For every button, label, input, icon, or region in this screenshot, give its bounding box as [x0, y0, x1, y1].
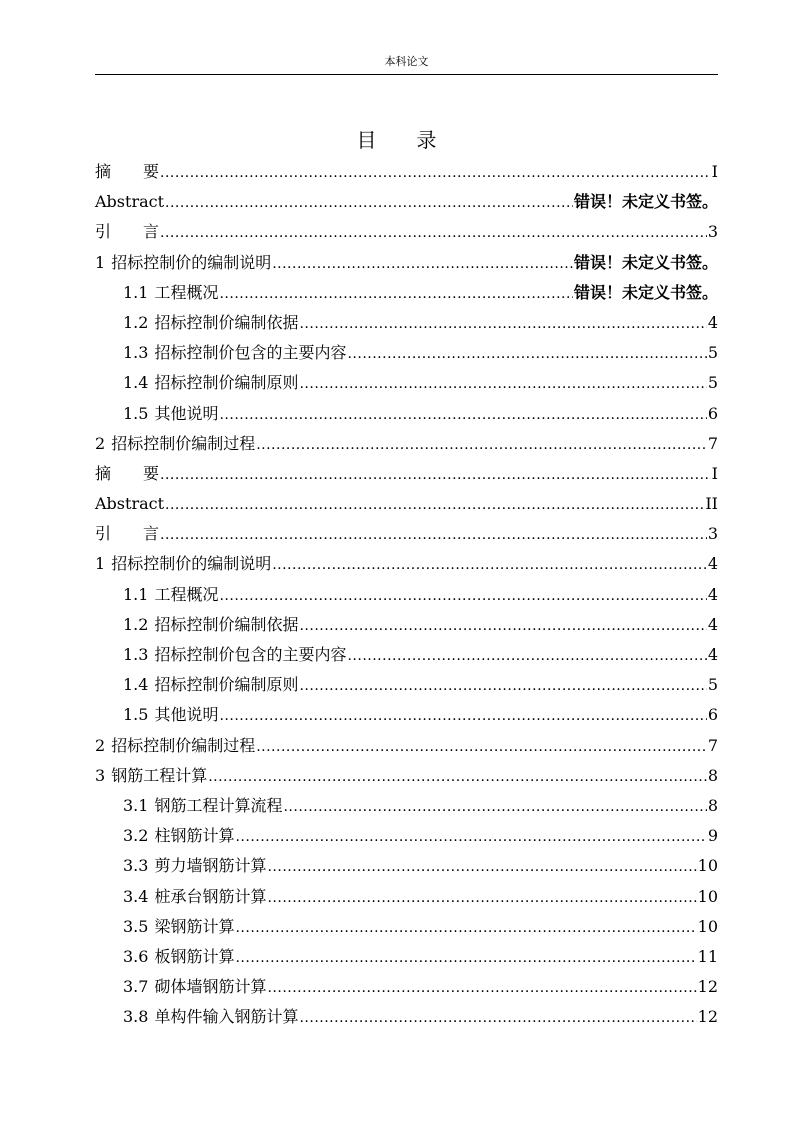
- toc-entry-error-text: 错误！未定义书签。: [573, 282, 718, 302]
- toc-leader-dots: [272, 249, 573, 279]
- toc-entry-page: II: [705, 494, 718, 514]
- toc-entry[interactable]: [95, 912, 718, 942]
- toc-entry-page: 12: [697, 977, 718, 997]
- toc-entry-number: 1: [95, 554, 106, 574]
- toc-entry-page: 7: [707, 433, 718, 453]
- toc-entry-number: 3.1: [123, 795, 149, 815]
- toc-leader-dots: [219, 701, 706, 731]
- table-of-contents: [95, 157, 718, 1032]
- toc-entry-page: I: [711, 162, 718, 181]
- toc-entry-page: 5: [707, 373, 718, 393]
- toc-leader-dots: [160, 218, 707, 248]
- toc-entry-number: 3.2: [123, 826, 149, 846]
- toc-entry-number: 3.3: [123, 856, 149, 876]
- toc-entry-number: 1.4: [123, 373, 149, 393]
- toc-title-right: 录: [416, 128, 437, 152]
- toc-entry-number: 2: [95, 433, 106, 453]
- toc-entry-page: 10: [697, 916, 718, 936]
- toc-leader-dots: [347, 641, 706, 671]
- toc-entry[interactable]: [95, 640, 718, 670]
- toc-leader-dots: [299, 369, 706, 399]
- toc-leader-dots: [235, 822, 706, 852]
- toc-leader-dots: [283, 792, 706, 822]
- toc-entry[interactable]: [95, 187, 718, 217]
- toc-leader-dots: [160, 158, 711, 188]
- toc-entry-page: 3: [707, 222, 718, 242]
- toc-entry-number: 1.4: [123, 675, 149, 695]
- toc-entry[interactable]: [95, 368, 718, 398]
- toc-entry-title: 其他说明: [154, 403, 219, 423]
- toc-entry-number: 3.4: [123, 886, 149, 906]
- toc-entry[interactable]: [95, 519, 718, 549]
- toc-entry-error-text: 错误！未定义书签。: [573, 252, 718, 272]
- toc-entry[interactable]: [95, 549, 718, 579]
- toc-entry[interactable]: [95, 761, 718, 791]
- toc-leader-dots: [219, 279, 573, 309]
- toc-leader-dots: [299, 309, 706, 339]
- header-text: 本科论文: [384, 55, 429, 68]
- toc-entry-number: 1.1: [123, 584, 149, 604]
- toc-leader-dots: [165, 188, 573, 218]
- toc-entry-title: 引 言: [95, 524, 160, 544]
- toc-entry-title: 招标控制价编制过程: [111, 433, 256, 453]
- toc-entry-title: 柱钢筋计算: [154, 826, 235, 846]
- toc-entry-page: 9: [707, 826, 718, 846]
- toc-leader-dots: [256, 430, 707, 460]
- toc-entry-page: 6: [707, 705, 718, 725]
- toc-entry-title: 梁钢筋计算: [154, 916, 235, 936]
- toc-entry[interactable]: [95, 610, 718, 640]
- toc-entry-page: 4: [707, 645, 718, 664]
- toc-entry-page: 4: [707, 614, 718, 634]
- toc-entry-title: 板钢筋计算: [154, 946, 235, 966]
- toc-entry[interactable]: [95, 399, 718, 429]
- toc-entry-page: 10: [697, 856, 718, 876]
- toc-entry-title: Abstract: [95, 192, 165, 212]
- toc-leader-dots: [165, 490, 704, 520]
- toc-entry-page: 5: [707, 343, 718, 363]
- toc-entry-number: 1.2: [123, 312, 149, 332]
- toc-entry-title: 钢筋工程计算流程: [154, 795, 283, 815]
- toc-entry-title: 桩承台钢筋计算: [154, 886, 267, 906]
- toc-entry-title: 招标控制价编制过程: [111, 735, 256, 755]
- toc-entry-title: 招标控制价包含的主要内容: [154, 645, 347, 664]
- toc-entry-number: 3: [95, 765, 106, 785]
- toc-leader-dots: [160, 460, 711, 490]
- toc-leader-dots: [267, 852, 696, 882]
- toc-entry[interactable]: [95, 248, 718, 278]
- toc-entry[interactable]: [95, 278, 718, 308]
- toc-entry[interactable]: [95, 489, 718, 519]
- toc-entry[interactable]: [95, 700, 718, 730]
- toc-leader-dots: [235, 913, 696, 943]
- toc-entry-page: 8: [707, 765, 718, 785]
- toc-leader-dots: [219, 400, 706, 430]
- toc-entry-number: 2: [95, 735, 106, 755]
- toc-entry[interactable]: [95, 157, 718, 187]
- toc-leader-dots: [235, 943, 696, 973]
- toc-entry[interactable]: [95, 338, 718, 368]
- toc-leader-dots: [299, 671, 706, 701]
- toc-entry-number: 3.5: [123, 916, 149, 936]
- toc-title-left: 目: [356, 128, 377, 152]
- toc-entry-title: 招标控制价包含的主要内容: [154, 343, 347, 363]
- toc-entry-title: 钢筋工程计算: [111, 765, 208, 785]
- toc-entry[interactable]: [95, 882, 718, 912]
- toc-entry-title: 工程概况: [154, 282, 219, 302]
- toc-entry[interactable]: [95, 429, 718, 459]
- toc-entry-number: 1: [95, 252, 106, 272]
- toc-leader-dots: [347, 339, 706, 369]
- toc-entry[interactable]: [95, 1002, 718, 1032]
- page-header: [95, 55, 718, 75]
- toc-entry-title: 招标控制价编制依据: [154, 614, 299, 634]
- toc-entry-page: 5: [707, 675, 718, 695]
- toc-entry[interactable]: [95, 851, 718, 881]
- toc-entry-page: 11: [697, 946, 718, 966]
- toc-entry-number: 3.7: [123, 977, 149, 997]
- toc-entry[interactable]: [95, 791, 718, 821]
- toc-entry-title: 招标控制价的编制说明: [111, 554, 272, 574]
- toc-entry-page: 6: [707, 403, 718, 423]
- toc-entry[interactable]: [95, 308, 718, 338]
- toc-entry-error-text: 错误！未定义书签。: [573, 192, 718, 212]
- toc-entry-title: 招标控制价编制依据: [154, 312, 299, 332]
- toc-entry[interactable]: [95, 459, 718, 489]
- toc-entry-title: 剪力墙钢筋计算: [154, 856, 267, 876]
- toc-entry-page: I: [711, 463, 718, 483]
- toc-entry-page: 10: [697, 886, 718, 906]
- toc-entry-title: Abstract: [95, 494, 165, 514]
- toc-entry-title: 摘 要: [95, 162, 160, 181]
- toc-title: [0, 126, 793, 154]
- toc-entry[interactable]: [95, 217, 718, 247]
- toc-entry-title: 其他说明: [154, 705, 219, 725]
- toc-entry-title: 工程概况: [154, 584, 219, 604]
- toc-entry-page: 4: [707, 584, 718, 604]
- toc-entry-number: 3.6: [123, 946, 149, 966]
- toc-entry-page: 7: [707, 735, 718, 755]
- toc-entry-page: 4: [707, 554, 718, 574]
- toc-leader-dots: [219, 581, 706, 611]
- toc-entry-number: 1.3: [123, 645, 149, 664]
- toc-leader-dots: [267, 883, 696, 913]
- toc-entry-page: 4: [707, 312, 718, 332]
- toc-entry-number: 3.8: [123, 1007, 149, 1027]
- toc-entry-title: 摘 要: [95, 463, 160, 483]
- toc-entry-title: 招标控制价编制原则: [154, 373, 299, 393]
- toc-entry-number: 1.1: [123, 282, 149, 302]
- toc-leader-dots: [299, 1003, 696, 1033]
- toc-leader-dots: [267, 973, 696, 1003]
- toc-entry[interactable]: [95, 580, 718, 610]
- toc-leader-dots: [299, 611, 706, 641]
- toc-entry-page: 12: [697, 1007, 718, 1027]
- toc-leader-dots: [272, 550, 707, 580]
- toc-leader-dots: [160, 520, 707, 550]
- toc-entry-number: 1.5: [123, 705, 149, 725]
- toc-entry[interactable]: [95, 731, 718, 761]
- toc-entry-page: 8: [707, 795, 718, 815]
- toc-leader-dots: [256, 732, 707, 762]
- toc-entry[interactable]: [95, 670, 718, 700]
- toc-entry-page: 3: [707, 524, 718, 544]
- toc-entry-number: 1.2: [123, 614, 149, 634]
- toc-leader-dots: [208, 762, 707, 792]
- toc-entry-number: 1.3: [123, 343, 149, 363]
- toc-entry-title: 单构件输入钢筋计算: [154, 1007, 299, 1027]
- toc-entry-title: 招标控制价编制原则: [154, 675, 299, 695]
- toc-entry-number: 1.5: [123, 403, 149, 423]
- toc-entry[interactable]: [95, 972, 718, 1002]
- toc-entry-title: 砌体墙钢筋计算: [154, 977, 267, 997]
- toc-entry-title: 引 言: [95, 222, 160, 242]
- toc-entry[interactable]: [95, 821, 718, 851]
- toc-entry[interactable]: [95, 942, 718, 972]
- toc-entry-title: 招标控制价的编制说明: [111, 252, 272, 272]
